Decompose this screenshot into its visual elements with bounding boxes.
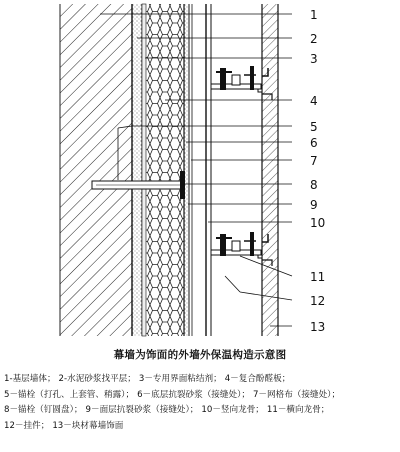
legend-row xyxy=(4,388,398,404)
legend-item: 8－锚栓（钉圆盘）； xyxy=(4,405,83,415)
callout-3: 3 xyxy=(310,52,318,66)
legend-item: 11－横向龙骨； xyxy=(266,405,330,415)
callout-9: 9 xyxy=(310,198,318,212)
callout-7: 7 xyxy=(310,154,318,168)
callout-12: 12 xyxy=(310,294,326,308)
legend-row xyxy=(4,372,398,388)
legend-item: 1-基层墙体； xyxy=(4,374,56,384)
callout-8: 8 xyxy=(310,178,318,192)
legend-row xyxy=(4,403,398,419)
legend-item: 7－网格布（接缝处）； xyxy=(252,389,341,400)
legend-row xyxy=(4,419,398,435)
diagram-caption: 幕墙为饰面的外墙外保温构造示意图 xyxy=(113,349,287,361)
callout-10: 10 xyxy=(310,216,326,230)
callout-2: 2 xyxy=(310,32,318,46)
callout-13: 13 xyxy=(310,320,326,334)
curtain-wall-facade xyxy=(258,4,278,336)
legend-item: 10－竖向龙骨； xyxy=(201,405,264,415)
legend xyxy=(4,372,398,434)
legend-item: 5－锚栓（打孔、上套管、稍露）； xyxy=(4,389,135,400)
legend-item: 2-水泥砂浆找平层； xyxy=(58,374,136,384)
legend-item: 9－面层抗裂砂浆（接缝处）； xyxy=(85,405,199,415)
base-wall xyxy=(60,4,132,336)
callout-6: 6 xyxy=(310,136,318,150)
legend-item: 12－挂件； xyxy=(4,420,50,431)
vertical-keel xyxy=(206,4,211,336)
render-layers xyxy=(184,4,192,336)
callout-1: 1 xyxy=(310,8,318,22)
callout-numbers xyxy=(310,8,325,334)
legend-item: 6－底层抗裂砂浆（接缝处）； xyxy=(137,389,250,400)
callout-11: 11 xyxy=(310,270,326,284)
callout-5: 5 xyxy=(310,120,318,134)
legend-item: 3－专用界面粘结剂； xyxy=(138,374,222,384)
callout-4: 4 xyxy=(310,94,318,108)
legend-item: 4－复合酚醛板； xyxy=(224,374,291,384)
legend-item: 13－块材幕墙饰面 xyxy=(52,420,124,431)
leveling-layer xyxy=(132,4,142,336)
phenolic-insulation-board xyxy=(142,4,184,336)
